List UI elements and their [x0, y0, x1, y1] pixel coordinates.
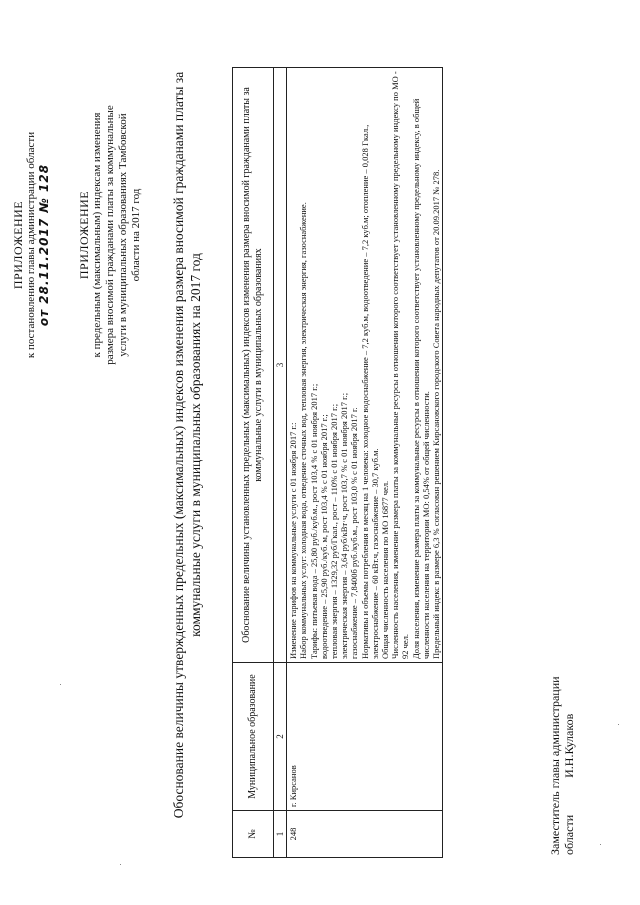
table-row	[287, 68, 443, 858]
column-number: 3	[274, 68, 287, 663]
signature-block	[548, 676, 576, 855]
appendix-top	[12, 15, 51, 475]
appendix-second-line: услуги в муниципальных образованиях Тамбовской	[117, 113, 129, 357]
row-number: 248	[287, 811, 443, 858]
signatory-position-line2: области	[562, 814, 576, 855]
appendix-second-line: размера вносимой гражданами платы за коммунальные	[104, 105, 116, 365]
appendix-second	[78, 45, 143, 425]
column-number: 2	[274, 663, 287, 811]
appendix-top-title: ПРИЛОЖЕНИЕ	[11, 200, 25, 290]
justification-table	[232, 67, 443, 858]
justification-line: тепловая энергия – 1329,32 руб/Гкал., рост – 110% с 01 ноября 2017 г.;	[329, 403, 340, 659]
column-number: 1	[274, 811, 287, 858]
justification-line: водоотведение – 25,90 руб./куб. м, рост 103,4 % с 01 ноября 2017 г.;	[318, 414, 329, 659]
justification-line: газоснабжение – 7,8400б руб./куб.м., рост 103,0 % с 01 ноября 2017 г.	[349, 407, 360, 659]
justification-line: Тарифы: питьевая вода – 25,80 руб./куб.м., рост 103,4 % с 01 ноября 2017 г.;	[308, 383, 319, 659]
document-title: Обоснование величины утвержденных предельных (максимальных) индексов изменения размера вносимой гражданами платы за коммунальные услуги в муниципальных образованиях на 2017 год	[171, 71, 203, 819]
signatory-name: И.Н.Кулаков	[562, 713, 576, 778]
appendix-top-date-number: от 28.11.2017 № 128	[37, 163, 51, 327]
scan-speck	[60, 684, 61, 685]
row-municipality: г. Кирсанов	[287, 663, 443, 811]
justification-line: Доля населения, изменение размера платы за коммунальные ресурсы в отношении которого соответствует установленному предельному индексу, в общей численности населения на территории МО: 0,54% от общей численности.	[410, 98, 431, 659]
justification-line: Предельный индекс в размере 6,3 % согласован решением Кирсановского городского Совета народных депутатов от 20.09.2017 № 278.	[431, 169, 442, 659]
justification-line: Численность населения, изменение размера платы за коммунальные ресурсы в отношении которого соответствует установленному предельному индексу по МО - 92 чел.	[390, 71, 411, 659]
justification-line: Нормативы и объемы потребления в месяц на 1 человека: холодное водоснабжение – 7,2 куб.м, водоотведение – 7,2 куб.м; отопление – 0,028 Гкал., электроснабжение – 60 кВт.ч, газоснабжение – 30,7 куб.м.	[359, 124, 380, 659]
justification-line: электрическая энергия – 3,64 руб/кВт·ч, рост 103,7 % с 01 ноября 2017 г.;	[339, 392, 350, 659]
justification-line: Набор коммунальных услуг: холодная вода, отведение сточных вод, тепловая энергия, электрическая энергия, газоснабжение.	[298, 202, 309, 659]
table-header-row	[233, 68, 274, 858]
appendix-second-line: области на 2017 год	[130, 188, 142, 282]
header-municipality: Муниципальное образование	[233, 663, 274, 811]
scan-speck	[618, 724, 619, 725]
appendix-second-title: ПРИЛОЖЕНИЕ	[77, 190, 91, 280]
appendix-second-line: к предельным (максимальным) индексам изменения	[91, 112, 103, 358]
header-number: №	[233, 811, 274, 858]
table-column-numbers-row	[274, 68, 287, 858]
header-justification: Обоснование величины установленных предельных (максимальных) индексов изменения размера вносимой гражданами платы за коммунальные услуги в муниципальных образованиях	[233, 68, 274, 663]
signatory-position-cont	[562, 676, 576, 855]
justification-line: Изменение тарифов на коммунальные услуги с 01 ноября 2017 г.:	[288, 422, 299, 659]
justification-line: Общая численность населения по МО 16877 чел.	[380, 480, 391, 659]
scan-speck	[120, 864, 121, 865]
row-justification	[287, 68, 443, 663]
signatory-position: Заместитель главы администрации	[548, 676, 562, 855]
scan-speck	[600, 844, 601, 845]
appendix-top-line: к постановлению главы администрации области	[25, 131, 37, 359]
